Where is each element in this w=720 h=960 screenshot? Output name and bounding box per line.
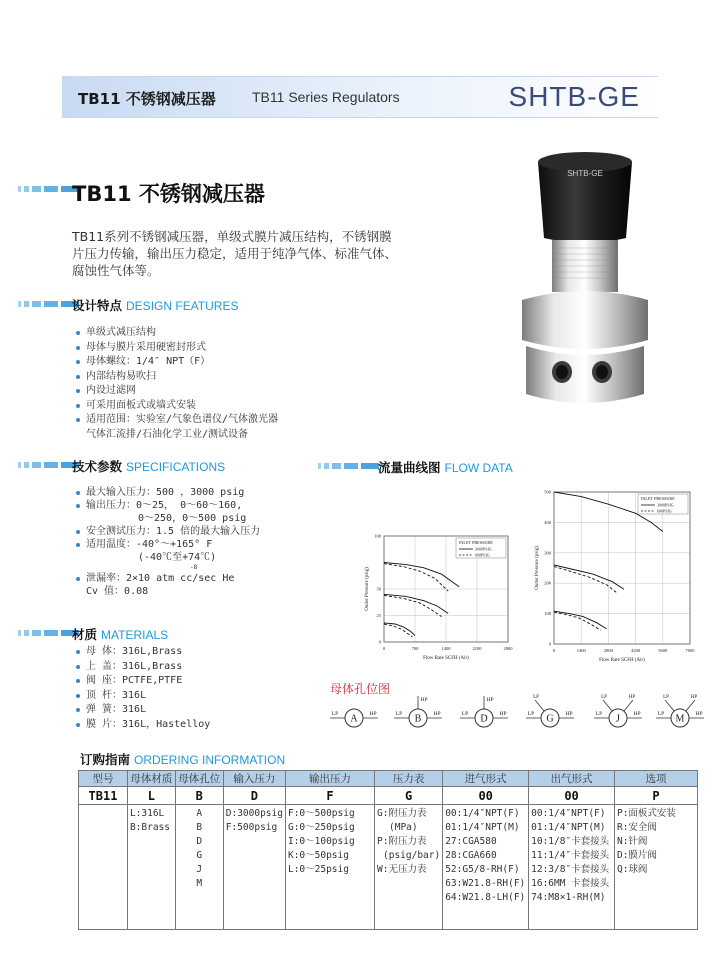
option-line: 01:1/4″NPT(M) <box>445 822 520 833</box>
x-tick-label: 4200 <box>631 648 641 653</box>
option-line: P:面板式安装 <box>616 808 676 819</box>
plot-area <box>554 492 690 644</box>
hp-label: HP <box>433 711 441 717</box>
materials-list <box>76 645 210 732</box>
option-line: K:0～50psig <box>287 850 349 861</box>
spec-item: Cv 值：0.08 <box>86 586 149 597</box>
option-line: 27:CGA580 <box>445 836 497 847</box>
materials-bullet-bar <box>18 630 79 636</box>
y-tick-label: 200 <box>544 580 551 586</box>
y-tick-label: 500 <box>544 489 551 495</box>
y-axis-label: Outlet Pressure (psig) <box>365 567 370 611</box>
port-label-D: D <box>480 713 488 725</box>
port-line <box>665 700 674 711</box>
option-line: 00:1/4″NPT(F) <box>445 808 520 819</box>
flow-chart-low <box>356 522 516 672</box>
options-cell-outlet <box>285 805 374 930</box>
option-line: W:无压力表 <box>377 864 427 875</box>
hp-label: HP <box>695 711 703 717</box>
code-cell: G <box>375 787 443 805</box>
port-line <box>686 700 695 711</box>
table-header-row <box>79 771 698 787</box>
option-line: G:0～250psig <box>287 822 355 833</box>
header-cell: 压力表 <box>375 771 443 787</box>
option-line: 01:1/4″NPT(M) <box>531 822 606 833</box>
option-line: D:3000psig <box>225 808 283 819</box>
options-cell-option <box>614 805 697 930</box>
header-cell: 出气形式 <box>529 771 615 787</box>
option-line: N:针阀 <box>616 836 648 847</box>
code-cell: D <box>223 787 285 805</box>
option-line: 64:W21.8-LH(F) <box>445 892 526 903</box>
header-title-cn: TB11 不锈钢减压器 <box>78 90 216 108</box>
feature-item: 母体螺纹：1/4″ NPT（F） <box>76 355 278 370</box>
option-line: 52:G5/8-RH(F) <box>445 864 520 875</box>
lp-label: LP <box>657 711 665 717</box>
lp-label: LP <box>395 711 403 717</box>
spec-item: 输出压力：0～25， 0～60～160, <box>76 499 260 512</box>
lp-label: LP <box>331 711 339 717</box>
regulator-product-image <box>510 150 660 412</box>
x-tick-label: 700 <box>411 646 419 651</box>
y-axis-label: Outlet Pressure (psig) <box>535 546 540 590</box>
spec-item: 适用温度：-40°～+165° F <box>76 538 260 551</box>
option-line: D <box>196 836 203 847</box>
ordering-title-en: ORDERING INFORMATION <box>134 753 286 767</box>
y-tick-label: 100 <box>374 533 381 539</box>
features-title-cn: 设计特点 <box>72 298 123 313</box>
option-line: P:附压力表 <box>377 836 427 847</box>
option-line: (psig/bar) <box>383 850 441 861</box>
options-cell-port <box>175 805 223 930</box>
code-cell: TB11 <box>79 787 128 805</box>
features-bullet-bar <box>18 301 79 307</box>
hp-label: HP <box>499 711 507 717</box>
material-item: 母 体：316L,Brass <box>76 645 210 660</box>
options-cell-inlet <box>223 805 285 930</box>
x-tick-label: 2800 <box>603 648 613 653</box>
option-line: J <box>196 864 203 875</box>
header-cell: 选项 <box>614 771 697 787</box>
ordering-title-cn: 订购指南 <box>80 752 131 767</box>
product-label: SHTB-GE <box>567 169 603 178</box>
legend-title: INLET PRESSURE <box>641 496 675 501</box>
feature-item: 内部结构易吹扫 <box>76 370 278 385</box>
feature-item: 适用范围：实验室/气象色谱仪/气体激光器 <box>76 413 278 428</box>
hp-label: HP <box>486 697 494 703</box>
flow-bullet-bar <box>318 463 379 469</box>
port-label-G: G <box>546 713 554 725</box>
x-tick-label: 0 <box>382 646 386 651</box>
flow-title-en: FLOW DATA <box>444 461 513 475</box>
feature-item: 单级式减压结构 <box>76 326 278 341</box>
option-line: B:Brass <box>129 822 170 833</box>
specs-title-en: SPECIFICATIONS <box>126 460 226 474</box>
header-model: SHTB-GE <box>508 81 640 112</box>
port-line <box>603 700 612 711</box>
features-list <box>76 326 278 442</box>
x-axis-label: Flow Rate SCFH (Air) <box>599 658 645 663</box>
port-label-J: J <box>616 713 620 725</box>
materials-heading <box>72 625 168 643</box>
flow-chart-high <box>518 486 698 672</box>
hp-label: HP <box>628 695 636 700</box>
y-tick-label: 0 <box>548 641 551 647</box>
options-cell-inlet-type <box>443 805 529 930</box>
ports-title: 母体孔位图 <box>330 682 391 696</box>
legend-item: 3000PSIG <box>657 502 674 508</box>
option-line: F:0～500psig <box>287 808 355 819</box>
lp-label: LP <box>595 711 603 717</box>
lp-label: LP <box>527 711 535 717</box>
spec-item: 泄漏率：2×10 atm cc/sec He <box>76 572 260 585</box>
option-line: F:500psig <box>225 822 278 833</box>
y-tick-label: 0 <box>378 639 381 645</box>
main-title: TB11 不锈钢减压器 <box>72 182 265 206</box>
option-line: M <box>196 878 203 889</box>
x-tick-label: 5600 <box>658 648 668 653</box>
materials-title-en: MATERIALS <box>101 628 169 642</box>
option-line: Q:球阀 <box>616 864 648 875</box>
option-line: G:附压力表 <box>377 808 427 819</box>
port-diagrams <box>326 690 706 740</box>
specs-bullet-bar <box>18 462 79 468</box>
y-tick-label: 400 <box>544 519 551 525</box>
material-item: 膜 片：316L，Hastelloy <box>76 718 210 733</box>
header-cell: 输出压力 <box>285 771 374 787</box>
legend-item: 600PSIG <box>475 552 490 558</box>
spec-item: 0～250，0～500 psig <box>138 513 247 524</box>
code-cell: P <box>614 787 697 805</box>
x-tick-label: 0 <box>552 648 556 653</box>
specs-title-cn: 技术参数 <box>72 459 123 474</box>
lp-label: LP <box>663 695 669 700</box>
code-cell: F <box>285 787 374 805</box>
lp-label: LP <box>461 711 469 717</box>
flow-title-cn: 流量曲线图 <box>378 460 441 475</box>
option-line: L:316L <box>129 808 165 819</box>
option-line: B <box>196 822 203 833</box>
y-tick-label: 100 <box>544 611 551 617</box>
y-tick-label: 50 <box>376 586 381 592</box>
spec-item: (-40℃至+74℃) <box>138 552 217 563</box>
material-item: 阀 座：PCTFE,PTFE <box>76 674 210 689</box>
port-line <box>535 700 544 711</box>
hp-label: HP <box>633 711 641 717</box>
option-line: 00:1/4″NPT(F) <box>531 808 606 819</box>
port-line <box>624 700 633 711</box>
table-code-row <box>79 787 698 805</box>
hp-label: HP <box>565 711 573 717</box>
option-line: 74:M8×1-RH(M) <box>531 892 606 903</box>
flow-heading <box>378 458 513 476</box>
x-tick-label: 2800 <box>503 646 513 651</box>
header-banner <box>62 76 658 118</box>
option-line: I:0～100psig <box>287 836 355 847</box>
intro-text: TB11系列不锈钢减压器，单级式膜片减压结构，不锈钢膜片压力传输，输出压力稳定，适用于纯净气体、标准气体、腐蚀性气体等。 <box>72 229 398 278</box>
specs-heading <box>72 457 225 475</box>
option-line: 10:1/8″卡套接头 <box>531 836 610 847</box>
header-cell: 型号 <box>79 771 128 787</box>
options-cell-gauge <box>375 805 443 930</box>
lp-label: LP <box>601 695 607 700</box>
legend-item: 3000PSIG <box>475 546 492 552</box>
option-line: 16:6MM 卡套接头 <box>531 878 610 889</box>
y-tick-label: 300 <box>544 550 551 556</box>
x-axis-label: Flow Rate SCFH (Air) <box>423 656 469 661</box>
code-cell: L <box>127 787 175 805</box>
specs-list <box>76 486 260 598</box>
option-line: R:安全阀 <box>616 822 657 833</box>
ordering-table <box>78 770 698 930</box>
feature-item: 气体汇流排/石油化学工业/测试设备 <box>86 428 249 440</box>
option-line: (MPa) <box>389 822 418 833</box>
header-title-en: TB11 Series Regulators <box>252 89 400 105</box>
materials-title-cn: 材质 <box>72 627 98 642</box>
option-line: G <box>196 850 203 861</box>
hp-label: HP <box>690 695 698 700</box>
lp-label: LP <box>533 695 539 700</box>
x-tick-label: 2100 <box>472 646 482 651</box>
table-options-row <box>79 805 698 930</box>
features-heading <box>72 296 238 314</box>
title-bullet-bar <box>18 186 79 192</box>
x-tick-label: 7000 <box>685 648 695 653</box>
option-line: 63:W21.8-RH(F) <box>445 878 526 889</box>
spec-item: 安全测试压力：1.5 倍的最大输入压力 <box>76 525 260 538</box>
header-cell: 进气形式 <box>443 771 529 787</box>
option-line: 11:1/4″卡套接头 <box>531 850 610 861</box>
material-item: 上 盖：316L,Brass <box>76 660 210 675</box>
spec-item: 最大输入压力：500 ，3000 psig <box>76 486 260 499</box>
options-cell-material <box>127 805 175 930</box>
x-tick-label: 1400 <box>441 646 451 651</box>
feature-item: 可采用面板式或墙式安装 <box>76 399 278 414</box>
option-line: 12:3/8″卡套接头 <box>531 864 610 875</box>
y-tick-label: 25 <box>376 613 381 618</box>
code-cell: B <box>175 787 223 805</box>
features-title-en: DESIGN FEATURES <box>126 299 239 313</box>
code-cell: 00 <box>529 787 615 805</box>
hp-label: HP <box>420 697 428 703</box>
material-item: 顶 杆：316L <box>76 689 210 704</box>
legend-title: INLET PRESSURE <box>459 540 493 545</box>
port-label-M: M <box>675 713 685 725</box>
options-cell-model <box>79 805 128 930</box>
header-cell: 母体材质 <box>127 771 175 787</box>
header-cell: 母体孔位 <box>175 771 223 787</box>
feature-item: 母体与膜片采用硬密封形式 <box>76 341 278 356</box>
option-line: D:膜片阀 <box>616 850 657 861</box>
hp-label: HP <box>369 711 377 717</box>
header-cell: 输入压力 <box>223 771 285 787</box>
option-line: A <box>196 808 203 819</box>
feature-item: 内设过滤网 <box>76 384 278 399</box>
ordering-heading <box>80 750 285 768</box>
code-cell: 00 <box>443 787 529 805</box>
options-cell-outlet-type <box>529 805 615 930</box>
option-line: 28:CGA660 <box>445 850 497 861</box>
port-label-A: A <box>350 713 358 725</box>
option-line: L:0～25psig <box>287 864 349 875</box>
spec-item: -8 <box>190 564 198 571</box>
port-label-B: B <box>414 713 422 725</box>
legend-item: 600PSIG <box>657 508 672 514</box>
material-item: 弹 簧：316L <box>76 703 210 718</box>
x-tick-label: 1400 <box>576 648 586 653</box>
